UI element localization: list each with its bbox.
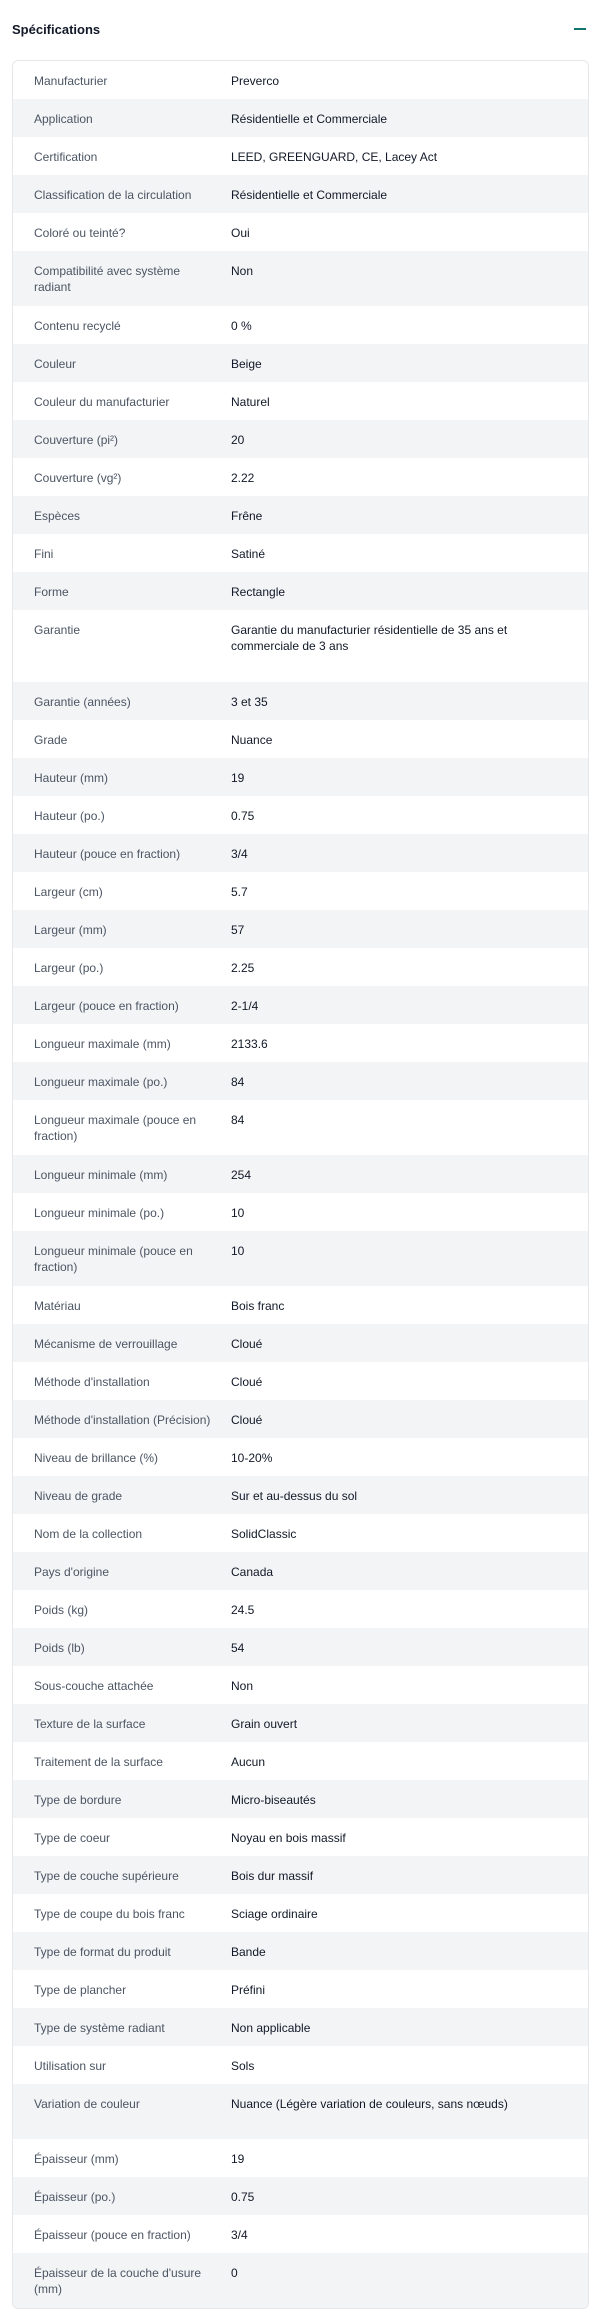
spec-row xyxy=(13,610,588,682)
spec-value: Frêne xyxy=(231,509,263,523)
spec-value: 0.75 xyxy=(231,809,255,823)
spec-row xyxy=(13,1193,588,1231)
spec-row xyxy=(13,382,588,420)
spec-label: Application xyxy=(34,112,93,126)
spec-row xyxy=(13,99,588,137)
spec-value: 84 xyxy=(231,1075,245,1089)
spec-value: 19 xyxy=(231,771,245,785)
spec-label: Garantie xyxy=(34,623,81,637)
spec-label: Texture de la surface xyxy=(34,1717,146,1731)
spec-row xyxy=(13,2008,588,2046)
spec-label: Épaisseur (po.) xyxy=(34,2190,116,2204)
spec-row xyxy=(13,1100,588,1155)
spec-label: Grade xyxy=(34,733,68,747)
spec-label: Niveau de grade xyxy=(34,1489,123,1503)
spec-label: Utilisation sur xyxy=(34,2059,107,2073)
spec-row xyxy=(13,1856,588,1894)
spec-row xyxy=(13,137,588,175)
spec-value: 254 xyxy=(231,1168,252,1182)
spec-row xyxy=(13,1818,588,1856)
spec-value: Bois dur massif xyxy=(231,1869,314,1883)
spec-value: 10 xyxy=(231,1206,245,1220)
spec-row xyxy=(13,2253,588,2308)
spec-value: 54 xyxy=(231,1641,245,1655)
minus-icon[interactable] xyxy=(574,28,586,30)
spec-label: Longueur maximale (po.) xyxy=(34,1075,168,1089)
spec-row xyxy=(13,796,588,834)
spec-row xyxy=(13,1552,588,1590)
spec-label: Longueur minimale (mm) xyxy=(34,1168,168,1182)
spec-value: Garantie du manufacturier résidentielle de 35 ans et commerciale de 3 ans xyxy=(231,623,508,653)
spec-row xyxy=(13,1970,588,2008)
spec-row xyxy=(13,986,588,1024)
spec-label: Type de format du produit xyxy=(34,1945,171,1959)
spec-label: Hauteur (mm) xyxy=(34,771,109,785)
spec-value: 84 xyxy=(231,1113,245,1127)
spec-value: Préfini xyxy=(231,1983,266,1997)
spec-value: Sols xyxy=(231,2059,255,2073)
spec-label: Longueur minimale (pouce en fraction) xyxy=(34,1244,193,1274)
spec-row xyxy=(13,1362,588,1400)
spec-label: Forme xyxy=(34,585,69,599)
spec-label: Type de coeur xyxy=(34,1831,111,1845)
spec-value: Oui xyxy=(231,226,250,240)
spec-value: Naturel xyxy=(231,395,270,409)
spec-value: Micro-biseautés xyxy=(231,1793,316,1807)
spec-row xyxy=(13,910,588,948)
spec-label: Méthode d'installation xyxy=(34,1375,150,1389)
spec-row xyxy=(13,758,588,796)
spec-label: Couleur du manufacturier xyxy=(34,395,170,409)
spec-row xyxy=(13,1438,588,1476)
spec-label: Pays d'origine xyxy=(34,1565,109,1579)
spec-row xyxy=(13,872,588,910)
spec-label: Épaisseur (mm) xyxy=(34,2152,119,2166)
spec-value: 2-1/4 xyxy=(231,999,259,1013)
spec-row xyxy=(13,1231,588,1286)
spec-value: Cloué xyxy=(231,1337,263,1351)
spec-label: Couleur xyxy=(34,357,77,371)
spec-value: 2133.6 xyxy=(231,1037,268,1051)
spec-label: Type de système radiant xyxy=(34,2021,165,2035)
spec-row xyxy=(13,251,588,306)
spec-label: Poids (lb) xyxy=(34,1641,85,1655)
spec-row xyxy=(13,1155,588,1193)
spec-value: LEED, GREENGUARD, CE, Lacey Act xyxy=(231,150,438,164)
spec-label: Classification de la circulation xyxy=(34,188,192,202)
spec-row xyxy=(13,61,588,99)
spec-value: Bois franc xyxy=(231,1299,285,1313)
spec-label: Compatibilité avec système radiant xyxy=(34,264,181,294)
spec-label: Type de coupe du bois franc xyxy=(34,1907,185,1921)
spec-row xyxy=(13,1894,588,1932)
spec-label: Type de couche supérieure xyxy=(34,1869,179,1883)
spec-row xyxy=(13,720,588,758)
spec-value: 0.75 xyxy=(231,2190,255,2204)
spec-value: Beige xyxy=(231,357,262,371)
spec-label: Longueur minimale (po.) xyxy=(34,1206,165,1220)
spec-label: Niveau de brillance (%) xyxy=(34,1451,159,1465)
spec-label: Type de bordure xyxy=(34,1793,122,1807)
spec-label: Fini xyxy=(34,547,54,561)
spec-value: Non xyxy=(231,264,254,278)
section-title: Spécifications xyxy=(12,22,101,37)
spec-row xyxy=(13,834,588,872)
spec-label: Couverture (pi²) xyxy=(34,433,119,447)
spec-label: Épaisseur de la couche d'usure (mm) xyxy=(34,2266,202,2296)
spec-label: Contenu recyclé xyxy=(34,319,121,333)
spec-value: Bande xyxy=(231,1945,266,1959)
spec-label: Largeur (mm) xyxy=(34,923,107,937)
spec-value: 5.7 xyxy=(231,885,248,899)
spec-label: Poids (kg) xyxy=(34,1603,89,1617)
spec-value: Non xyxy=(231,1679,254,1693)
spec-row xyxy=(13,1780,588,1818)
spec-row xyxy=(13,1590,588,1628)
spec-value: Nuance xyxy=(231,733,273,747)
spec-row xyxy=(13,2177,588,2215)
spec-row xyxy=(13,948,588,986)
spec-value: Satiné xyxy=(231,547,266,561)
spec-label: Espèces xyxy=(34,509,81,523)
spec-value: 3/4 xyxy=(231,2228,248,2242)
spec-label: Certification xyxy=(34,150,98,164)
spec-row xyxy=(13,1024,588,1062)
spec-row xyxy=(13,2046,588,2084)
spec-value: 10-20% xyxy=(231,1451,273,1465)
spec-value: 2.22 xyxy=(231,471,255,485)
spec-value: 0 % xyxy=(231,319,252,333)
spec-label: Hauteur (pouce en fraction) xyxy=(34,847,181,861)
spec-value: Aucun xyxy=(231,1755,266,1769)
spec-label: Largeur (po.) xyxy=(34,961,104,975)
spec-row xyxy=(13,306,588,344)
spec-value: 10 xyxy=(231,1244,245,1258)
spec-value: 0 xyxy=(231,2266,238,2280)
spec-row xyxy=(13,2215,588,2253)
spec-label: Mécanisme de verrouillage xyxy=(34,1337,178,1351)
spec-row xyxy=(13,534,588,572)
spec-value: Sur et au-dessus du sol xyxy=(231,1489,358,1503)
spec-row xyxy=(13,2084,588,2139)
spec-row xyxy=(13,344,588,382)
spec-label: Épaisseur (pouce en fraction) xyxy=(34,2228,191,2242)
spec-row xyxy=(13,1514,588,1552)
spec-value: 3 et 35 xyxy=(231,695,268,709)
spec-label: Sous-couche attachée xyxy=(34,1679,154,1693)
spec-label: Largeur (pouce en fraction) xyxy=(34,999,179,1013)
spec-label: Longueur maximale (pouce en fraction) xyxy=(34,1113,197,1143)
spec-label: Couverture (vg²) xyxy=(34,471,122,485)
spec-label: Méthode d'installation (Précision) xyxy=(34,1413,211,1427)
spec-label: Manufacturier xyxy=(34,74,108,88)
spec-label: Largeur (cm) xyxy=(34,885,103,899)
spec-value: Sciage ordinaire xyxy=(231,1907,318,1921)
spec-value: Résidentielle et Commerciale xyxy=(231,188,388,202)
spec-row xyxy=(13,1628,588,1666)
spec-label: Hauteur (po.) xyxy=(34,809,105,823)
spec-row xyxy=(13,2139,588,2177)
spec-row xyxy=(13,1704,588,1742)
spec-label: Traitement de la surface xyxy=(34,1755,163,1769)
spec-row xyxy=(13,572,588,610)
spec-row xyxy=(13,458,588,496)
spec-value: Noyau en bois massif xyxy=(231,1831,346,1845)
spec-label: Coloré ou teinté? xyxy=(34,226,126,240)
spec-value: 19 xyxy=(231,2152,245,2166)
spec-value: 3/4 xyxy=(231,847,248,861)
spec-row xyxy=(13,682,588,720)
spec-value: Nuance (Légère variation de couleurs, sans nœuds) xyxy=(231,2097,508,2111)
spec-row xyxy=(13,213,588,251)
spec-row xyxy=(13,1932,588,1970)
spec-row xyxy=(13,1400,588,1438)
spec-value: 24.5 xyxy=(231,1603,255,1617)
spec-value: Grain ouvert xyxy=(231,1717,298,1731)
spec-label: Variation de couleur xyxy=(34,2097,140,2111)
spec-value: Canada xyxy=(231,1565,274,1579)
spec-value: 57 xyxy=(231,923,245,937)
spec-value: SolidClassic xyxy=(231,1527,297,1541)
spec-label: Nom de la collection xyxy=(34,1527,143,1541)
spec-value: Cloué xyxy=(231,1375,263,1389)
spec-row xyxy=(13,1476,588,1514)
spec-value: Rectangle xyxy=(231,585,286,599)
spec-row xyxy=(13,420,588,458)
spec-value: 2.25 xyxy=(231,961,255,975)
spec-value: Cloué xyxy=(231,1413,263,1427)
spec-row xyxy=(13,496,588,534)
spec-row xyxy=(13,1286,588,1324)
spec-value: Résidentielle et Commerciale xyxy=(231,112,388,126)
spec-label: Garantie (années) xyxy=(34,695,131,709)
spec-row xyxy=(13,1742,588,1780)
spec-row xyxy=(13,1324,588,1362)
specifications-header[interactable] xyxy=(0,0,600,58)
spec-row xyxy=(13,1062,588,1100)
spec-value: Preverco xyxy=(231,74,280,88)
spec-row xyxy=(13,175,588,213)
spec-value: 20 xyxy=(231,433,245,447)
spec-value: Non applicable xyxy=(231,2021,311,2035)
specifications-table xyxy=(12,60,589,2309)
spec-label: Matériau xyxy=(34,1299,81,1313)
spec-label: Type de plancher xyxy=(34,1983,127,1997)
spec-label: Longueur maximale (mm) xyxy=(34,1037,171,1051)
spec-row xyxy=(13,1666,588,1704)
